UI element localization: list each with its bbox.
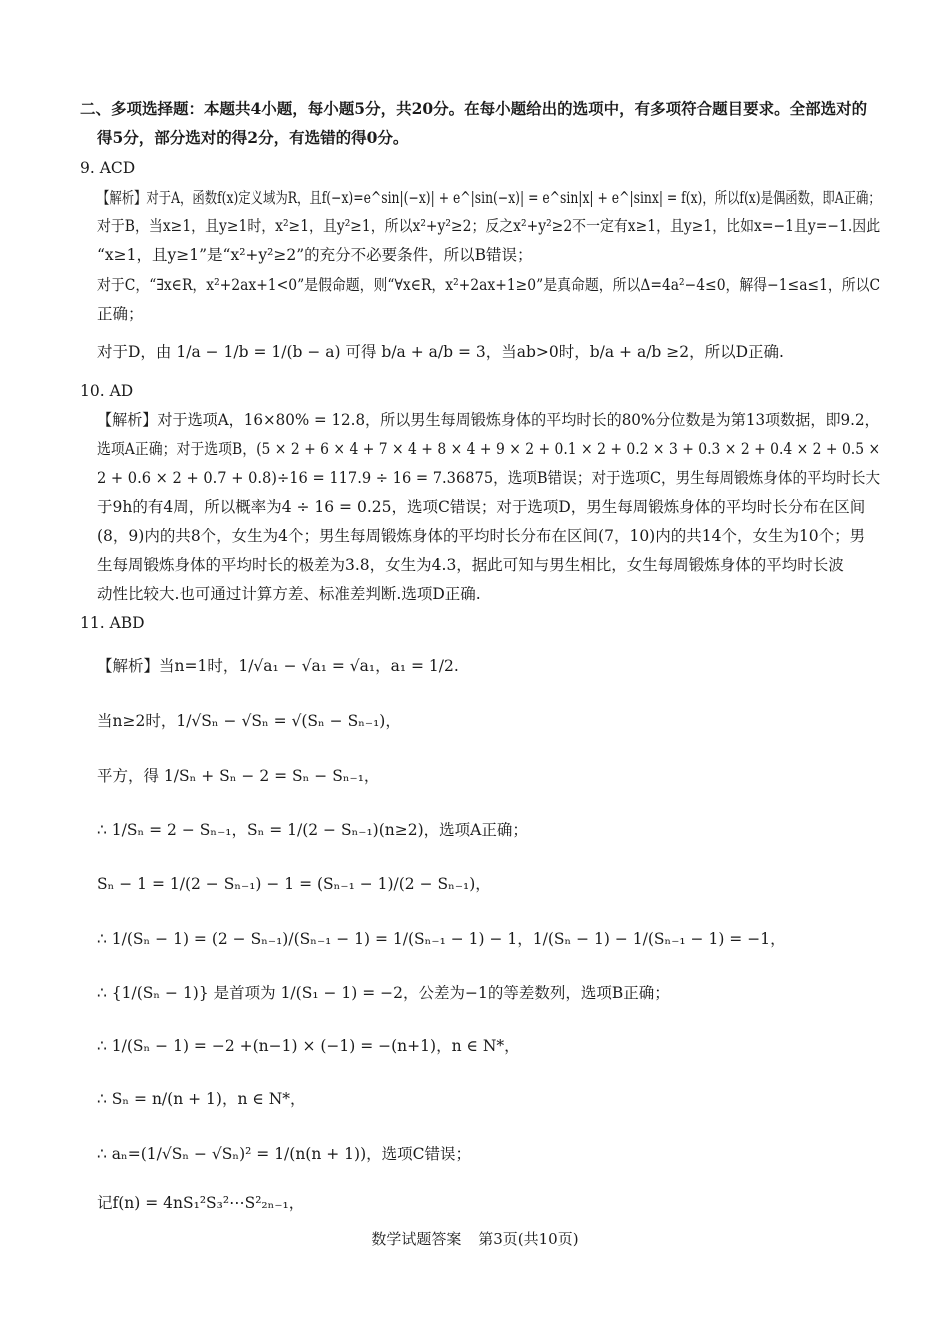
- section-heading-line1: 二、多项选择题：本题共4小题，每小题5分，共20分。在每小题给出的选项中，有多项符合题目要求。全部选对的: [80, 99, 868, 118]
- q11-line: 当n≥2时，1/√Sₙ − √Sₙ = √(Sₙ − Sₙ₋₁)，: [97, 712, 401, 730]
- q11-line: 【解析】当n=1时，1/√a₁ − √a₁ = √a₁，a₁ = 1/2.: [97, 657, 459, 675]
- q9-line: “x≥1，且y≥1”是“x²+y²≥2”的充分不必要条件，所以B错误；: [97, 246, 533, 264]
- q11-line: ∴ 1/(Sₙ − 1) = −2 +(n−1) × (−1) = −(n+1)，n ∈ N*，: [97, 1037, 520, 1055]
- q11-line: Sₙ − 1 = 1/(2 − Sₙ₋₁) − 1 = (Sₙ₋₁ − 1)/(2 − Sₙ₋₁)，: [97, 875, 491, 893]
- q9-line: 【解析】对于A，函数f(x)定义域为R，且f(−x)=e^sin|(−x)| + e^|sin(−x)| = e^sin|x| + e^|sinx| = f(x)，所以f(x)是偶函数，即A正确；: [97, 189, 881, 207]
- q9-answer: 9. ACD: [80, 159, 136, 177]
- q11-line: ∴ 1/(Sₙ − 1) = (2 − Sₙ₋₁)/(Sₙ₋₁ − 1) = 1/(Sₙ₋₁ − 1) − 1，1/(Sₙ − 1) − 1/(Sₙ₋₁ − 1) = −1，: [97, 930, 786, 948]
- q9-line: 对于C，“∃x∈R，x²+2ax+1<0”是假命题，则“∀x∈R，x²+2ax+1≥0”是真命题，所以Δ=4a²−4≤0，解得−1≤a≤1，所以C: [97, 276, 881, 294]
- q11-line: 记f(n) = 4nS₁²S₃²⋯S²₂ₙ₋₁，: [97, 1194, 305, 1212]
- q9-line: 正确；: [97, 305, 144, 323]
- q10-line: 选项A正确；对于选项B，(5 × 2 + 6 × 4 + 7 × 4 + 8 × 4 + 9 × 2 + 0.1 × 2 + 0.2 × 3 + 0.3 × 2 + 0.4 × 2 + 0.5 ×: [97, 440, 881, 458]
- q11-line: ∴ {1/(Sₙ − 1)} 是首项为 1/(S₁ − 1) = −2，公差为−1的等差数列，选项B正确；: [97, 984, 670, 1002]
- q11-line: 平方，得 1/Sₙ + Sₙ − 2 = Sₙ − Sₙ₋₁，: [97, 767, 380, 785]
- q11-answer: 11. ABD: [80, 614, 145, 632]
- q11-line: ∴ 1/Sₙ = 2 − Sₙ₋₁，Sₙ = 1/(2 − Sₙ₋₁)(n≥2)，选项A正确；: [97, 821, 528, 839]
- q10-line: 2 + 0.6 × 2 + 0.7 + 0.8)÷16 = 117.9 ÷ 16 = 7.36875，选项B错误；对于选项C，男生每周锻炼身体的平均时长大: [97, 469, 881, 487]
- q9-line: 对于D，由 1/a − 1/b = 1/(b − a) 可得 b/a + a/b = 3，当ab>0时，b/a + a/b ≥2，所以D正确.: [97, 343, 784, 361]
- page-footer: [0, 1228, 950, 1249]
- footer-page-number: 第3页(共10页): [478, 1230, 579, 1248]
- footer-title: 数学试题答案: [371, 1230, 462, 1248]
- q10-answer: 10. AD: [80, 382, 134, 400]
- q9-line: 对于B，当x≥1，且y≥1时，x²≥1，且y²≥1，所以x²+y²≥2；反之x²+y²≥2不一定有x≥1，且y≥1，比如x=−1且y=−1.因此: [97, 217, 881, 235]
- q10-line: 【解析】对于选项A，16×80% = 12.8，所以男生每周锻炼身体的平均时长的80%分位数是为第13项数据，即9.2，: [97, 411, 880, 429]
- q11-line: ∴ Sₙ = n/(n + 1)，n ∈ N*，: [97, 1090, 306, 1108]
- section-heading-line2: 得5分，部分选对的得2分，有选错的得0分。: [97, 128, 409, 147]
- q10-line: 于9h的有4周，所以概率为4 ÷ 16 = 0.25，选项C错误；对于选项D，男生每周锻炼身体的平均时长分布在区间: [97, 498, 866, 516]
- q10-line: 动性比较大.也可通过计算方差、标准差判断.选项D正确.: [97, 585, 481, 603]
- q10-line: (8，9)内的共8个，女生为4个；男生每周锻炼身体的平均时长分布在区间(7，10)内的共14个，女生为10个；男: [97, 527, 866, 545]
- q11-line: ∴ aₙ=(1/√Sₙ − √Sₙ)² = 1/(n(n + 1))，选项C错误；: [97, 1145, 471, 1163]
- q10-line: 生每周锻炼身体的平均时长的极差为3.8，女生为4.3，据此可知与男生相比，女生每周锻炼身体的平均时长波: [97, 556, 844, 574]
